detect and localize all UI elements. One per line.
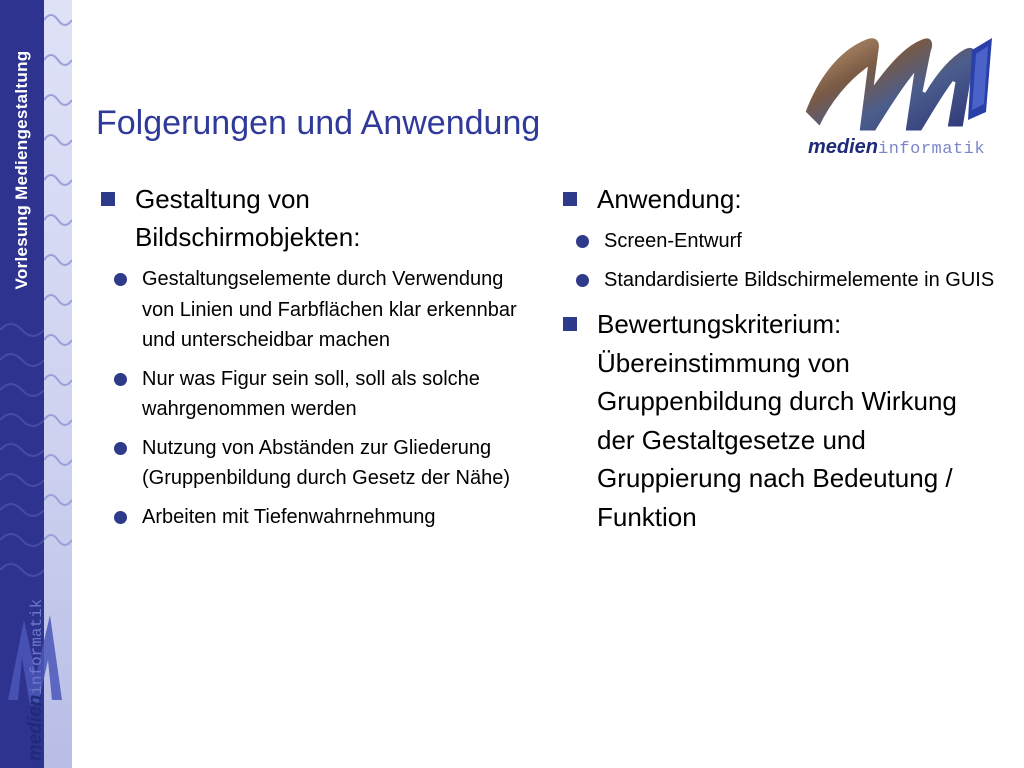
- list-item: [560, 226, 1000, 257]
- slide-title: Folgerungen und Anwendung: [96, 104, 541, 142]
- sidebar-logo-bold: medien: [25, 694, 46, 762]
- logo-word-thin: informatik: [878, 140, 986, 159]
- sidebar-logo-thin: informatik: [28, 598, 46, 695]
- square-bullet-icon: [563, 192, 577, 206]
- sidebar: [0, 0, 72, 768]
- round-bullet-icon: [114, 442, 127, 455]
- right-heading: Anwendung:: [597, 184, 742, 214]
- list-item: [98, 433, 518, 494]
- left-heading-item: [98, 180, 518, 256]
- logo-word-bold: medien: [808, 136, 879, 158]
- list-item-text: Gestaltungselemente durch Verwendung von Linien und Farbflächen klar erkennbar und unterscheidbar machen: [142, 268, 517, 351]
- right-heading-item: [560, 180, 1000, 218]
- round-bullet-icon: [576, 274, 589, 287]
- list-item-text: Nutzung von Abständen zur Gliederung (Gruppenbildung durch Gesetz der Nähe): [142, 436, 510, 489]
- round-bullet-icon: [576, 235, 589, 248]
- list-item: [560, 265, 1000, 296]
- round-bullet-icon: [114, 273, 127, 286]
- right-heading2: Bewertungskriterium: Übereinstimmung von Gruppenbildung durch Wirkung der Gestaltgesetze und Gruppierung nach Bedeutung / Funktion: [597, 309, 957, 532]
- list-item: [98, 364, 518, 425]
- list-item-text: Screen-Entwurf: [604, 230, 742, 252]
- left-column: [98, 180, 518, 538]
- list-item: [98, 502, 518, 533]
- round-bullet-icon: [114, 511, 127, 524]
- medieninformatik-logo-text: [808, 136, 985, 159]
- round-bullet-icon: [114, 373, 127, 386]
- right-heading2-item: [560, 305, 1000, 536]
- left-heading: Gestaltung von Bildschirmobjekten:: [135, 184, 361, 252]
- list-item-text: Arbeiten mit Tiefenwahrnehmung: [142, 505, 436, 528]
- right-column: [560, 180, 1000, 540]
- sidebar-title: Vorlesung Mediengestaltung: [12, 50, 31, 290]
- square-bullet-icon: [563, 317, 577, 331]
- list-item-text: Standardisierte Bildschirmelemente in GUIS: [604, 268, 995, 291]
- list-item-text: Nur was Figur sein soll, soll als solche wahrgenommen werden: [142, 367, 480, 420]
- square-bullet-icon: [101, 192, 115, 206]
- sidebar-logo-text: [25, 599, 47, 762]
- list-item: [98, 264, 518, 356]
